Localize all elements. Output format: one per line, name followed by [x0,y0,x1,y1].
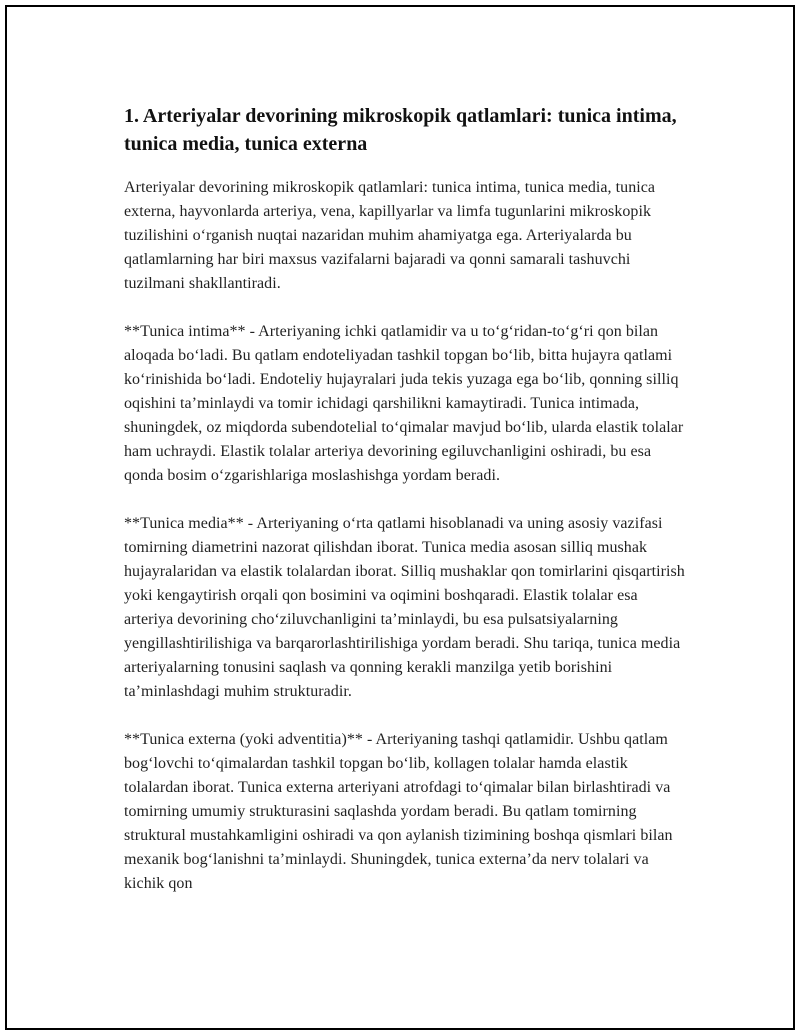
paragraph-tunica-media: **Tunica media** - Arteriyaning oʻrta qatlami hisoblanadi va uning asosiy vazifasi tomirning diametrini nazorat qilishdan iborat. Tunica media asosan silliq mushak hujayralaridan va elastik tolalardan iborat. Silliq mushaklar qon tomirlarini qisqartirish yoki kengaytirish orqali qon bosimini va oqimini boshqaradi. Elastik tolalar esa arteriya devorining choʻziluvchanligini taʼminlaydi, bu esa pulsatsiyalarning yengillashtirilishiga va barqarorlashtirilishiga yordam beradi. Shu tariqa, tunica media arteriyalarning tonusini saqlash va qonning kerakli manzilga yetib borishini taʼminlashdagi muhim strukturadir. [124,515,685,700]
paragraph-tunica-externa: **Tunica externa (yoki adventitia)** - Arteriyaning tashqi qatlamidir. Ushbu qatlam bogʻlovchi toʻqimalardan tashkil topgan boʻlib, kollagen tolalar hamda elastik tolalardan iborat. Tunica externa arteriyani atrofdagi toʻqimalar bilan birlashtiradi va tomirning umumiy strukturasini saqlashda yordam beradi. Bu qatlam tomirning struktural mustahkamligini oshiradi va qon aylanish tizimining boshqa qismlari bilan mexanik bogʻlanishni taʼminlaydi. Shuningdek, tunica externaʼda nerv tolalari va kichik qon [124,731,673,892]
page-frame [5,5,795,1030]
document-title: 1. Arteriyalar devorining mikroskopik qatlamlari: tunica intima, tunica media, tunica externa [124,105,677,155]
document-body [124,102,689,920]
paragraph-tunica-intima: **Tunica intima** - Arteriyaning ichki qatlamidir va u toʻgʻridan-toʻgʻri qon bilan aloqada boʻladi. Bu qatlam endoteliyadan tashkil topgan boʻlib, bitta hujayra qatlami koʻrinishida boʻladi. Endoteliy hujayralari juda tekis yuzaga ega boʻlib, qonning silliq oqishini taʼminlaydi va tomir ichidagi qarshilikni kamaytiradi. Tunica intimada, shuningdek, oz miqdorda subendotelial toʻqimalar mavjud boʻlib, ularda elastik tolalar ham uchraydi. Elastik tolalar arteriya devorining egiluvchanligini oshiradi, bu esa qonda bosim oʻzgarishlariga moslashishga yordam beradi. [124,323,684,484]
paragraph-intro: Arteriyalar devorining mikroskopik qatlamlari: tunica intima, tunica media, tunica externa, hayvonlarda arteriya, vena, kapillyarlar va limfa tugunlarini mikroskopik tuzilishini oʻrganish nuqtai nazaridan muhim ahamiyatga ega. Arteriyalarda bu qatlamlarning har biri maxsus vazifalarni bajaradi va qonni samarali tashuvchi tuzilmani shakllantiradi. [124,179,656,292]
